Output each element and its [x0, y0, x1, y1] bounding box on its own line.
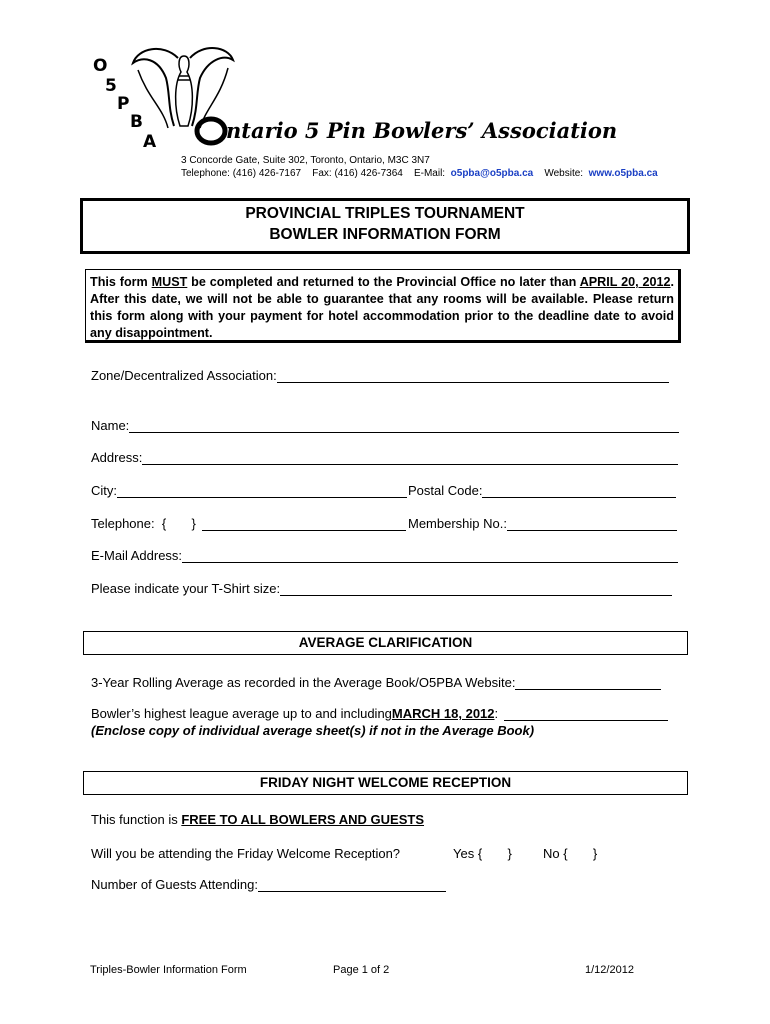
footer-form-name: Triples-Bowler Information Form [90, 964, 247, 976]
address-label: Address: [91, 450, 143, 465]
email-label: E-Mail Address: [91, 548, 183, 563]
notice-text: . After this date, we will not be able to guarantee that any rooms will be available. Please return this form along with your payment for hotel accommodation prior to the deadline date to avoid any disappointment. [90, 275, 675, 340]
enclose-note: (Enclose copy of individual average sheet(s) if not in the Average Book) [91, 723, 535, 738]
reception-section-heading: FRIDAY NIGHT WELCOME RECEPTION [83, 771, 688, 795]
email-link[interactable]: o5pba@o5pba.ca [450, 168, 534, 179]
name-field [91, 418, 679, 433]
logo-letter: 5 [105, 76, 117, 96]
fax: Fax: (416) 426-7364 [312, 168, 403, 179]
postal-code-input-line[interactable] [482, 483, 676, 498]
title-line-2: BOWLER INFORMATION FORM [269, 226, 501, 243]
rolling-average-input-line[interactable] [515, 675, 661, 690]
rolling-average-field [91, 675, 661, 690]
deadline-notice [85, 269, 681, 343]
logo-letter: O [93, 56, 108, 76]
no-option[interactable]: No { } [543, 846, 598, 861]
zone-input-line[interactable] [277, 368, 669, 383]
logo-letter: P [117, 94, 130, 114]
city-input-line[interactable] [117, 483, 407, 498]
tshirt-label: Please indicate your T-Shirt size: [91, 581, 281, 596]
guests-label: Number of Guests Attending: [91, 877, 258, 892]
city-label: City: [91, 483, 117, 498]
notice-text: be completed and returned to the Provincial Office no later than [187, 275, 580, 289]
zone-field [91, 368, 669, 383]
average-section-heading: AVERAGE CLARIFICATION [83, 631, 688, 655]
notice-must: MUST [151, 275, 188, 289]
contact-line [181, 168, 658, 179]
logo-letter: B [130, 112, 143, 132]
highest-average-colon: : [494, 706, 499, 721]
title-line-1: PROVINCIAL TRIPLES TOURNAMENT [245, 205, 525, 222]
membership-label: Membership No.: [408, 516, 507, 531]
postal-code-field [408, 483, 676, 498]
highest-average-input-line[interactable] [504, 706, 668, 721]
address-line: 3 Concorde Gate, Suite 302, Toronto, Ontario, M3C 3N7 [181, 155, 430, 166]
logo-letter: A [143, 132, 157, 152]
address-input-line[interactable] [142, 450, 678, 465]
website-link[interactable]: www.o5pba.ca [588, 168, 658, 179]
membership-input-line[interactable] [507, 516, 677, 531]
telephone-field [91, 516, 406, 531]
name-input-line[interactable] [129, 418, 679, 433]
telephone: Telephone: (416) 426-7167 [181, 168, 302, 179]
tshirt-input-line[interactable] [280, 581, 672, 596]
rolling-average-label: 3-Year Rolling Average as recorded in the Average Book/O5PBA Website: [91, 675, 516, 690]
address-field [91, 450, 678, 465]
telephone-input-line[interactable] [202, 516, 406, 531]
guests-field [91, 877, 446, 892]
notice-deadline-date: APRIL 20, 2012 [579, 275, 671, 289]
name-label: Name: [91, 418, 130, 433]
membership-field [408, 516, 677, 531]
website-label: Website: [544, 168, 584, 179]
logo-o-ring-icon [194, 116, 228, 146]
tshirt-field [91, 581, 672, 596]
city-field [91, 483, 407, 498]
email-input-line[interactable] [182, 548, 678, 563]
highest-average-field [91, 706, 668, 721]
postal-code-label: Postal Code: [408, 483, 483, 498]
form-title [80, 198, 690, 254]
telephone-label: Telephone: { } [91, 516, 196, 531]
highest-average-label: Bowler’s highest league average up to and including [91, 706, 392, 721]
email-field [91, 548, 678, 563]
email-label: E-Mail: [413, 168, 446, 179]
attending-question: Will you be attending the Friday Welcome Reception? [91, 846, 401, 861]
association-name: ntario 5 Pin Bowlers’ Association [226, 118, 618, 143]
yes-option[interactable]: Yes { } [453, 846, 512, 861]
footer-date: 1/12/2012 [585, 964, 634, 976]
guests-input-line[interactable] [258, 877, 446, 892]
function-free: FREE TO ALL BOWLERS AND GUESTS [181, 812, 425, 827]
function-note [91, 812, 424, 827]
highest-average-date: MARCH 18, 2012 [391, 706, 495, 721]
zone-label: Zone/Decentralized Association: [91, 368, 277, 383]
function-label: This function is [91, 812, 182, 827]
footer-page-number: Page 1 of 2 [333, 964, 390, 976]
notice-text: This form [90, 275, 152, 289]
